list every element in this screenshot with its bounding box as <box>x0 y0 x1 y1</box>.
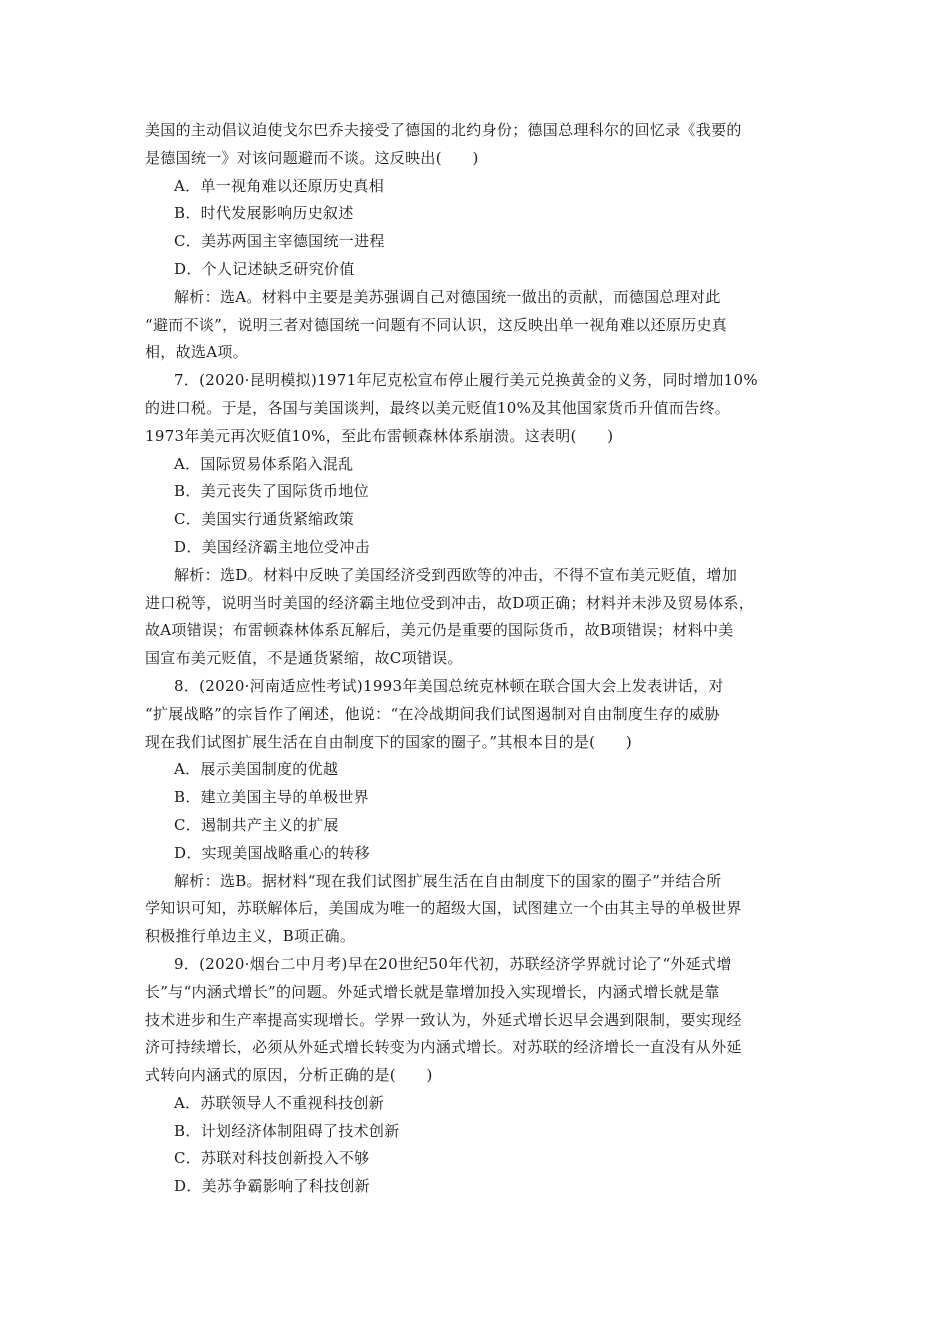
option-text: A．苏联领导人不重视科技创新 <box>174 1093 385 1112</box>
question-text <box>145 367 825 450</box>
text-line: 故A项错误；布雷顿森林体系瓦解后，美元仍是重要的国际货币，故B项错误；材料中美 <box>145 621 734 640</box>
answer-option <box>145 173 825 201</box>
answer-option <box>145 812 825 840</box>
text-line: 济可持续增长，必须从外延式增长转变为内涵式增长。对苏联的经济增长一直没有从外延 <box>145 1038 742 1057</box>
text-line: 解析：选A。材料中主要是美苏强调自己对德国统一做出的贡献，而德国总理对此 <box>174 287 721 306</box>
text-line: 美国的主动倡议迫使戈尔巴乔夫接受了德国的北约身份；德国总理科尔的回忆录《我要的 <box>145 121 742 139</box>
option-text: C．苏联对科技创新投入不够 <box>174 1149 370 1168</box>
text-line: 学知识可知，苏联解体后，美国成为唯一的超级大国，试图建立一个由其主导的单极世界 <box>145 899 742 918</box>
answer-option <box>145 451 825 479</box>
answer-option <box>145 784 825 812</box>
option-text: D．实现美国战略重心的转移 <box>174 843 370 862</box>
answer-option <box>145 478 825 506</box>
text-line: 积极推行单边主义，B项正确。 <box>145 927 356 946</box>
answer-option <box>145 534 825 562</box>
text-line: 相，故选A项。 <box>145 343 248 362</box>
text-line: 长”与“内涵式增长”的问题。外延式增长就是靠增加投入实现增长，内涵式增长就是靠 <box>145 982 720 1001</box>
answer-option <box>145 1173 825 1201</box>
option-text: A．展示美国制度的优越 <box>174 760 339 779</box>
option-text: B．美元丧失了国际货币地位 <box>174 482 369 501</box>
text-line: 现在我们试图扩展生活在自由制度下的国家的圈子。”其根本目的是( ) <box>145 732 633 751</box>
option-text: D．美国经济霸主地位受冲击 <box>174 537 370 556</box>
option-text: B．时代发展影响历史叙述 <box>174 204 354 223</box>
question-stem <box>145 117 825 173</box>
option-text: D．美苏争霸影响了科技创新 <box>174 1177 370 1196</box>
text-line: 1973年美元再次贬值10%，至此布雷顿森林体系崩溃。这表明( ) <box>145 426 614 445</box>
analysis-text <box>145 284 825 367</box>
option-text: A．单一视角难以还原历史真相 <box>174 176 385 195</box>
question-text <box>145 951 825 1090</box>
option-text: C．美苏两国主宰德国统一进程 <box>174 232 385 251</box>
answer-option <box>145 1090 825 1118</box>
text-line: 9．(2020·烟台二中月考)早在20世纪50年代初，苏联经济学界就讨论了“外延式增 <box>174 954 732 973</box>
option-text: C．遏制共产主义的扩展 <box>174 815 339 834</box>
text-line: 的进口税。于是，各国与美国谈判，最终以美元贬值10%及其他国家货币升值而告终。 <box>145 398 731 417</box>
text-line: “扩展战略”的宗旨作了阐述，他说：“在冷战期间我们试图遏制对自由制度生存的威胁 <box>145 704 720 723</box>
text-line: 解析：选B。据材料“现在我们试图扩展生活在自由制度下的国家的圈子”并结合所 <box>174 871 722 890</box>
option-text: C．美国实行通货紧缩政策 <box>174 510 355 529</box>
text-line: 解析：选D。材料中反映了美国经济受到西欧等的冲击，不得不宣布美元贬值，增加 <box>174 565 738 584</box>
analysis-text <box>145 868 825 951</box>
option-text: A．国际贸易体系陷入混乱 <box>174 454 354 473</box>
text-line: 技术进步和生产率提高实现增长。学界一致认为，外延式增长迟早会遇到限制，要实现经 <box>145 1010 742 1029</box>
answer-option <box>145 200 825 228</box>
question-text <box>145 673 825 756</box>
text-line: 进口税等，说明当时美国的经济霸主地位受到冲击，故D项正确；材料并未涉及贸易体系， <box>145 593 755 612</box>
answer-option <box>145 228 825 256</box>
analysis-text <box>145 562 825 673</box>
text-line: 是德国统一》对该问题避而不谈。这反映出( ) <box>145 148 479 167</box>
text-line: 国宣布美元贬值，不是通货紧缩，故C项错误。 <box>145 649 463 668</box>
text-line: “避而不谈”，说明三者对德国统一问题有不同认识，这反映出单一视角难以还原历史真 <box>145 315 728 334</box>
text-line: 7．(2020·昆明模拟)1971年尼克松宣布停止履行美元兑换黄金的义务，同时增加10% <box>174 371 758 390</box>
answer-option <box>145 756 825 784</box>
option-text: B．计划经济体制阻碍了技术创新 <box>174 1121 400 1140</box>
option-text: D．个人记述缺乏研究价值 <box>174 259 355 278</box>
option-text: B．建立美国主导的单极世界 <box>174 788 369 807</box>
answer-option <box>145 256 825 284</box>
text-line: 式转向内涵式的原因，分析正确的是( ) <box>145 1066 433 1085</box>
text-line: 8．(2020·河南适应性考试)1993年美国总统克林顿在联合国大会上发表讲话，对 <box>174 676 724 695</box>
document-body <box>145 117 825 1201</box>
answer-option <box>145 1145 825 1173</box>
answer-option <box>145 1118 825 1146</box>
answer-option <box>145 840 825 868</box>
answer-option <box>145 506 825 534</box>
